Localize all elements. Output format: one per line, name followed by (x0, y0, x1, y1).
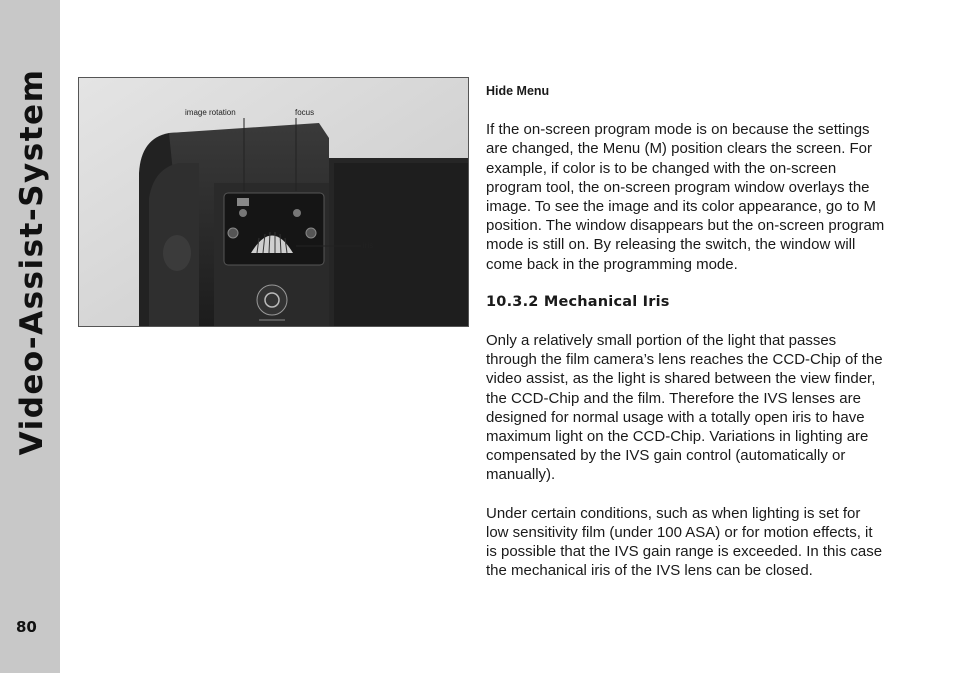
page-number: 80 (16, 618, 37, 636)
sidebar-strip (0, 0, 60, 673)
paragraph-iris-2: Under certain conditions, such as when lighting is set for low sensitivity film (under 100 ASA) or for motion effects, it is possible that the IVS gain range is exceeded. In this case the mechanical iris of the IVS lens can be closed. (486, 504, 883, 580)
label-image-rotation: image rotation (185, 108, 236, 117)
paragraph-hide-menu: If the on-screen program mode is on because the settings are changed, the Menu (M) position clears the screen. For example, if color is to be changed with the on-screen program tool, the on-screen program window overlays the image. To see the image and its color appearance, go to M position. The window disappears but the on-screen program mode is still on. By releasing the switch, the window will come back in the programming mode. (486, 121, 885, 273)
camera-photo (78, 77, 469, 327)
paragraph-iris-1: Only a relatively small portion of the light that passes through the film camera’s lens reaches the CCD-Chip of the video assist, as the light is shared between the view finder, the CCD-Chip and the film. Therefore the IVS lenses are designed for normal usage with a totally open iris to have maximum light on the CCD-Chip. Variations in lighting are compensated by the IVS gain control (automatically or manually). (486, 332, 883, 484)
text-column (486, 82, 886, 599)
label-iris: iris (363, 241, 374, 250)
label-focus: focus (295, 108, 315, 117)
heading-hide-menu: Hide Menu (486, 84, 550, 98)
camera-illustration (79, 78, 469, 327)
heading-mechanical-iris: 10.3.2 Mechanical Iris (486, 293, 670, 310)
sidebar-title: Video-Assist-System (14, 68, 50, 456)
